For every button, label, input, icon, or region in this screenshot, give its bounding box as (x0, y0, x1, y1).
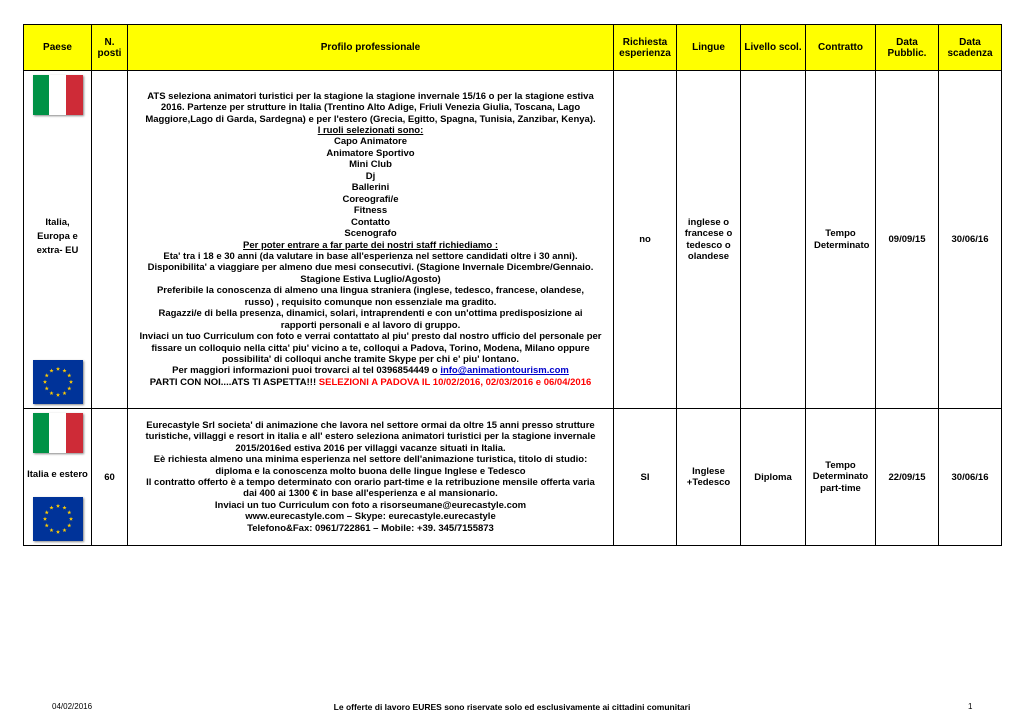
profile-line: Eta' tra i 18 e 30 anni (da valutare in base all'esperienza nel settore candidati oltre i 30 anni). (163, 250, 578, 262)
footer-page-number: 1 (968, 702, 973, 711)
profile-line: turistiche, villaggi e resort in italia e all' estero seleziona animatori turistici per la stagione invernale (145, 431, 596, 443)
profile-cell (128, 409, 614, 546)
profile-line: ATS seleziona animatori turistici per la stagione la stagione invernale 15/16 o per la stagione estiva (147, 90, 594, 102)
selection-dates: SELEZIONI A PADOVA IL 10/02/2016, 02/03/2016 e 06/04/2016 (318, 376, 592, 388)
header-n-posti: N. posti (92, 25, 128, 71)
job-offers-table (23, 24, 1002, 546)
profile-line: Il contratto offerto è a tempo determinato con orario part-time e la retribuzione mensile offerta varia (146, 477, 595, 488)
richiesta-cell: no (614, 71, 677, 409)
profile-line: dai 400 ai 1300 € in base all'esperienza e al mansionario. (243, 488, 498, 500)
n-posti-cell: 60 (92, 409, 128, 546)
data-pubblic-cell: 09/09/15 (876, 71, 939, 409)
contratto-cell: Tempo Determinato part-time (806, 409, 876, 546)
profile-line: Ballerini (351, 182, 390, 194)
profile-line: Per poter entrare a far parte dei nostri staff richiediamo : (243, 239, 498, 251)
profile-line: Preferibile la conoscenza di almeno una lingua straniera (inglese, tedesco, francese, olandese, (156, 285, 585, 297)
eu-flag-icon (33, 360, 83, 404)
header-livello: Livello scol. (741, 25, 806, 71)
italy-flag-icon (33, 75, 83, 115)
profile-line: Stagione Estiva Luglio/Agosto) (300, 273, 441, 285)
profile-line: Inviaci un tuo Curriculum con foto e verrai contattato al piu' presto dal nostro ufficio del personale per (139, 331, 602, 343)
profile-line: Coreografi/e (342, 193, 399, 205)
closing-text: PARTI CON NOI....ATS TI ASPETTA!!! (149, 376, 319, 388)
profile-line: I ruoli selezionati sono: (317, 124, 424, 136)
profile-line: Mini Club (349, 159, 392, 171)
header-profilo: Profilo professionale (128, 25, 614, 71)
data-scadenza-cell: 30/06/16 (939, 71, 1002, 409)
lingue-cell: Inglese +Tedesco (677, 409, 741, 546)
profile-line: Fitness (353, 205, 388, 217)
email-link[interactable]: info@animationtourism.com (440, 365, 569, 377)
country-name: Italia e estero (27, 469, 88, 480)
country-name: Italia, Europa e extra- EU (36, 217, 79, 256)
profile-line: Animatore Sportivo (326, 147, 415, 159)
header-data-scadenza: Data scadenza (939, 25, 1002, 71)
profile-line: Capo Animatore (333, 136, 408, 148)
profile-line: Eè richiesta almeno una minima esperienza nel settore dell'animazione turistica, titolo di studio: (153, 454, 588, 466)
profile-line: russo) , requisito comunque non essenziale ma gradito. (244, 296, 497, 308)
header-lingue: Lingue (677, 25, 741, 71)
livello-cell: Diploma (741, 409, 806, 546)
profile-line: Inviaci un tuo Curriculum con foto a risorseumane@eurecastyle.com (214, 499, 527, 511)
livello-cell (741, 71, 806, 409)
italy-flag-icon (33, 413, 83, 453)
profile-line: Disponibilita' a viaggiare per almeno due mesi consecutivi. (Stagione Invernale Dicembre/Gennaio. (147, 262, 594, 274)
lingue-cell: inglese o francese o tedesco o olandese (677, 71, 741, 409)
table-row (24, 409, 1002, 546)
profile-line: 2016. Partenze per strutture in Italia (Trentino Alto Adige, Friuli Venezia Giulia, Toscana, Lago (160, 102, 581, 114)
header-data-pubblic: Data Pubblic. (876, 25, 939, 71)
profile-line: www.eurecastyle.com – Skype: eurecastyle.eurecastyle (245, 511, 496, 523)
info-line (128, 365, 613, 376)
profile-line: Eurecastyle Srl societa' di animazione che lavora nel settore ormai da oltre 15 anni presso strutture (146, 419, 595, 431)
contratto-cell: Tempo Determinato (806, 71, 876, 409)
n-posti-cell (92, 71, 128, 409)
data-scadenza-cell: 30/06/16 (939, 409, 1002, 546)
profile-line: fissare un colloquio nella citta' piu' vicino a te, colloqui a Padova, Torino, Modena, Milano oppure (151, 342, 590, 354)
table-row (24, 71, 1002, 409)
country-cell (24, 409, 92, 546)
eu-flag-icon (33, 497, 83, 541)
closing-line (128, 377, 613, 388)
profile-line: possibilita' di colloqui anche tramite Skype per chi e' piu' lontano. (221, 354, 520, 366)
profile-line: Telefono&Fax: 0961/722861 – Mobile: +39. 345/7155873 (247, 522, 494, 534)
profile-line: Ragazzi/e di bella presenza, dinamici, solari, intraprendenti e con un'ottima predisposizione ai (158, 308, 583, 320)
header-contratto: Contratto (806, 25, 876, 71)
profile-line: rapporti personali e al lavoro di gruppo. (280, 319, 461, 331)
profile-line: Maggiore,Lago di Garda, Sardegna) e per l'estero (Grecia, Egitto, Spagna, Tunisia, Zanzibar, Kenya). (145, 113, 596, 125)
profile-line: Scenografo (344, 228, 397, 240)
footer-notice: Le offerte di lavoro EURES sono riservate solo ed esclusivamente ai cittadini comunitari (333, 702, 691, 712)
table-header-row (24, 25, 1002, 71)
country-cell (24, 71, 92, 409)
profile-line: diploma e la conoscenza molto buona delle lingue Inglese e Tedesco (215, 465, 526, 477)
data-pubblic-cell: 22/09/15 (876, 409, 939, 546)
profile-line: Dj (365, 170, 376, 182)
header-richiesta: Richiesta esperienza (614, 25, 677, 71)
header-paese: Paese (24, 25, 92, 71)
profile-line: Contatto (350, 216, 391, 228)
footer-date: 04/02/2016 (52, 702, 93, 711)
profile-line: 2015/2016ed estiva 2016 per villaggi vacanze situati in Italia. (235, 442, 506, 454)
richiesta-cell: SI (614, 409, 677, 546)
info-prefix: Per maggiori informazioni puoi trovarci al tel 0396854449 o (172, 365, 441, 377)
profile-cell (128, 71, 614, 409)
